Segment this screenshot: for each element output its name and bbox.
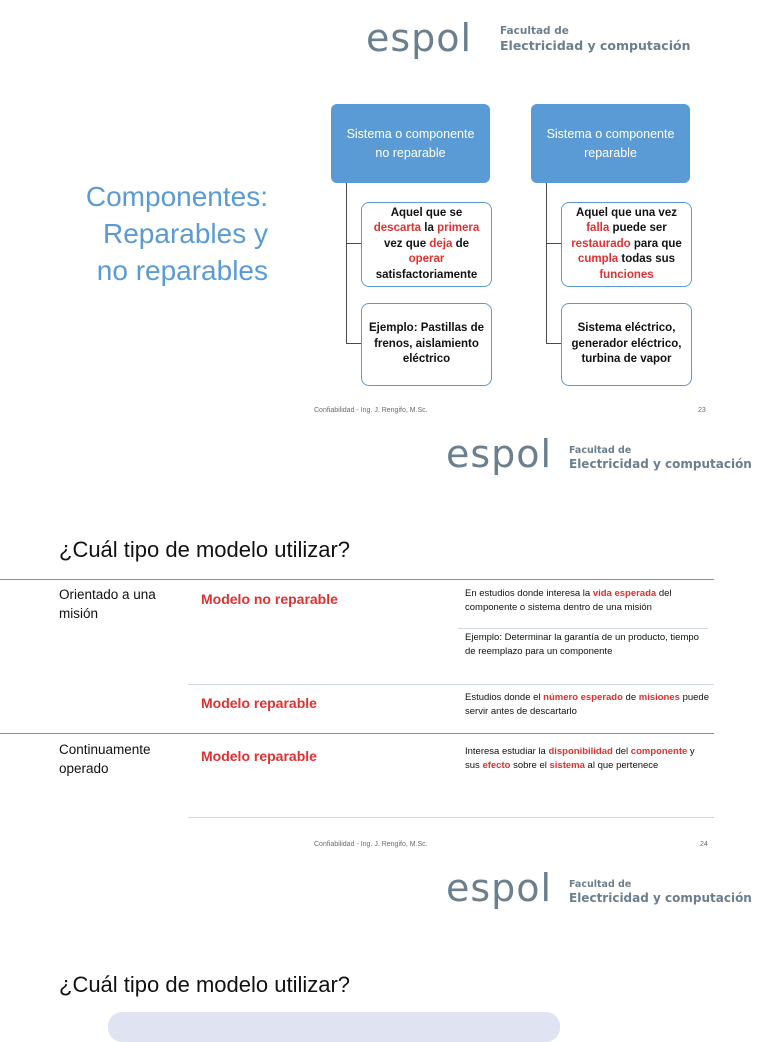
page-number: 23 — [698, 407, 706, 414]
slide-footer: Confiabilidad - Ing. J. Rengifo, M.Sc. — [314, 841, 428, 848]
espol-logo: espol — [366, 16, 473, 60]
slide-title: Componentes: Reparables y no reparables — [85, 181, 268, 286]
desc-vida-esperada: En estudios donde interesa la vida esperada del componente o sistema dentro de una misión — [465, 588, 672, 613]
connector-left — [346, 183, 347, 343]
slide-title: ¿Cuál tipo de modelo utilizar? — [59, 537, 351, 562]
row-label-continuo: Continuamente operado — [59, 742, 151, 776]
table-bottom-rule — [188, 817, 714, 818]
example-no-reparable: Ejemplo: Pastillas de frenos, aislamiento eléctrico — [361, 303, 492, 386]
definition-reparable: Aquel que una vez falla puede ser restaurado para que cumpla todas sus funciones — [561, 202, 692, 287]
box-reparable: Sistema o componente reparable — [531, 104, 690, 183]
definition-no-reparable: Aquel que se descarta la primera vez que deja de operar satisfactoriamente — [361, 202, 492, 287]
content-box — [108, 1012, 560, 1042]
faculty-logo-line2: Electricidad y computación — [569, 457, 752, 471]
connector-right — [546, 183, 547, 343]
desc-disponibilidad: Interesa estudiar la disponibilidad del componente y sus efecto sobre el sistema al que pertenece — [465, 746, 695, 771]
page-number: 24 — [700, 841, 708, 848]
desc-numero-esperado: Estudios donde el número esperado de misiones puede servir antes de descartarlo — [465, 692, 709, 717]
faculty-logo-line2: Electricidad y computación — [500, 38, 691, 53]
table-top-rule — [0, 579, 714, 580]
slide-footer: Confiabilidad - Ing. J. Rengifo, M.Sc. — [314, 407, 428, 414]
box-no-reparable: Sistema o componente no reparable — [331, 104, 490, 183]
faculty-logo-line2: Electricidad y computación — [569, 891, 752, 905]
slide-title: ¿Cuál tipo de modelo utilizar? — [59, 972, 351, 997]
model-no-reparable: Modelo no reparable — [201, 591, 338, 607]
faculty-logo-line1: Facultad de — [569, 445, 632, 456]
model-reparable-continuo: Modelo reparable — [201, 748, 317, 764]
example-reparable: Sistema eléctrico, generador eléctrico, turbina de vapor — [561, 303, 692, 386]
desc-ejemplo: Ejemplo: Determinar la garantía de un producto, tiempo de reemplazo para un componente — [465, 632, 699, 657]
table-mid-rule — [0, 733, 714, 734]
espol-logo: espol — [446, 866, 553, 910]
model-reparable-mision: Modelo reparable — [201, 695, 317, 711]
faculty-logo-line1: Facultad de — [500, 25, 569, 37]
faculty-logo-line1: Facultad de — [569, 879, 632, 890]
row-label-mision: Orientado a una misión — [59, 587, 156, 621]
espol-logo: espol — [446, 432, 553, 476]
